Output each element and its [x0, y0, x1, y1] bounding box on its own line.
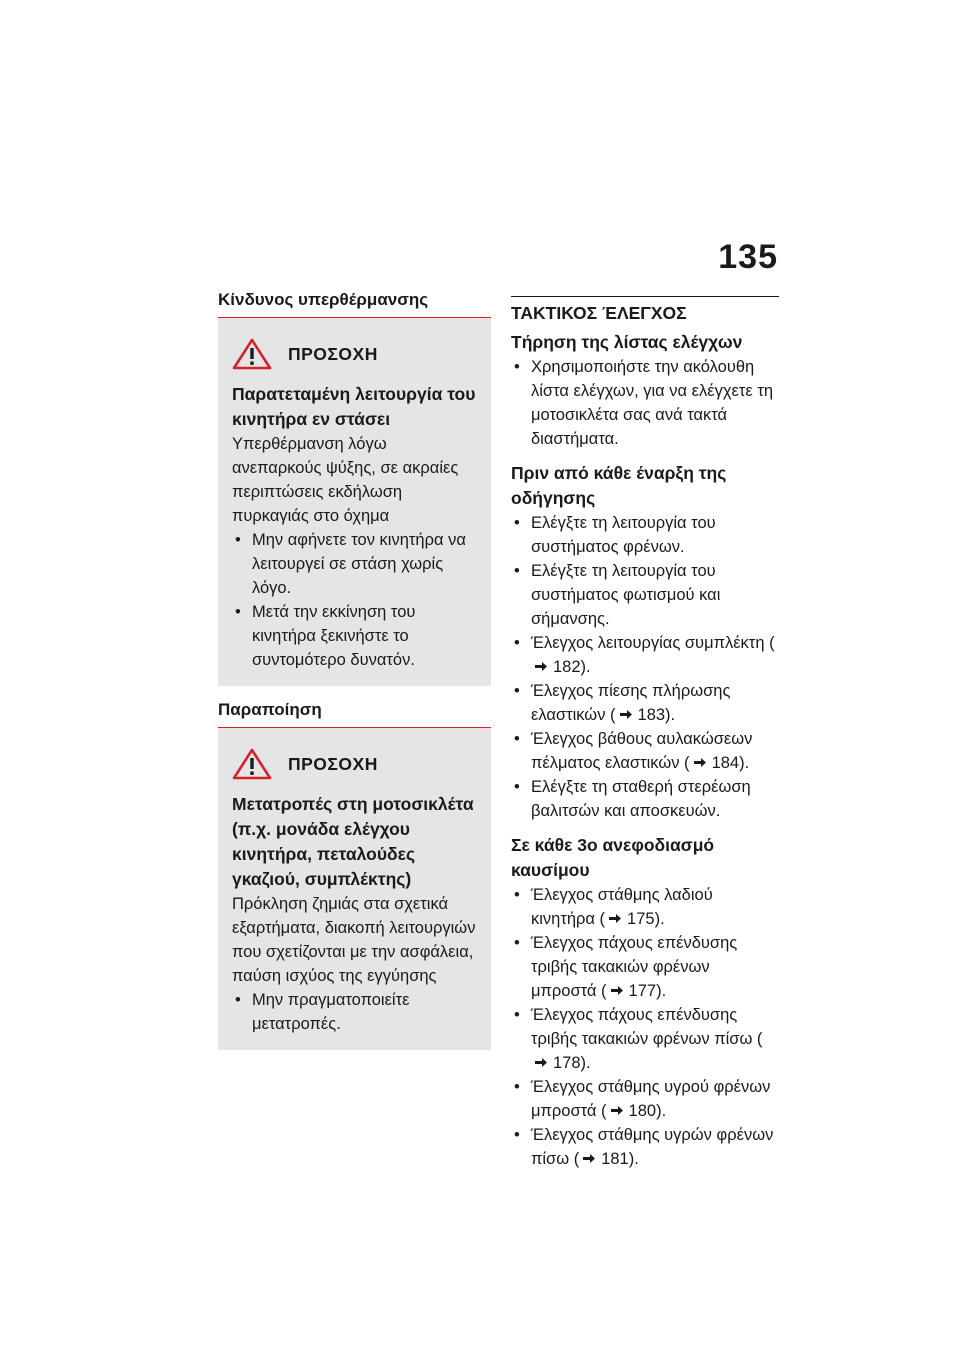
- checklist: [511, 511, 779, 823]
- checklist-block: [511, 330, 779, 451]
- arrow-right-icon: [611, 986, 623, 995]
- refuel-block: [511, 833, 779, 1171]
- page-reference[interactable]: 182).: [553, 658, 591, 676]
- page-reference[interactable]: 175).: [627, 910, 665, 928]
- list-item: [511, 511, 779, 559]
- arrow-right-icon: [535, 662, 547, 671]
- list-item: [511, 931, 779, 1003]
- item-text: Έλεγχος πίεσης πλήρωσης ελαστικών (: [531, 682, 731, 724]
- warning-text: Πρόκληση ζημιάς στα σχετικά εξαρτήματα, διακοπή λειτουργιών που σχετίζονται με την ασφάλεια, παύση ισχύος της εγγύησης: [232, 895, 476, 985]
- list-item: [511, 1075, 779, 1123]
- page-reference[interactable]: 183).: [637, 706, 676, 724]
- page-reference[interactable]: 180).: [628, 1102, 667, 1120]
- checklist: [511, 355, 779, 451]
- item-text: Ελέγξτε τη σταθερή στερέωση βαλιτσών και αποσκευών.: [531, 778, 751, 820]
- checklist: [511, 883, 779, 1171]
- warning-label: ΠΡΟΣΟΧΗ: [288, 753, 378, 774]
- warning-box: [218, 728, 491, 1050]
- item-text: Έλεγχος λειτουργίας συμπλέκτη (: [531, 634, 775, 652]
- list-item: [511, 631, 779, 679]
- overheat-section: [218, 290, 491, 686]
- warning-header: [232, 338, 477, 370]
- warning-box: [218, 318, 491, 686]
- arrow-right-icon: [583, 1154, 595, 1163]
- section-heading: Παραποίηση: [218, 700, 491, 728]
- tampering-section: [218, 700, 491, 1050]
- page-reference[interactable]: 184).: [711, 754, 750, 772]
- list-item: [511, 355, 779, 451]
- page-reference[interactable]: 178).: [553, 1054, 591, 1072]
- item-text: Έλεγχος βάθους αυλακώσεων πέλματος ελαστικών (: [531, 730, 753, 772]
- list-item: [511, 1003, 779, 1075]
- item-text: Έλεγχος πάχους επένδυσης τριβής τακακιών φρένων μπροστά (: [531, 934, 738, 1000]
- right-column: [511, 290, 779, 1181]
- warning-header: [232, 748, 477, 780]
- list-item: [511, 883, 779, 931]
- subsection-title: Σε κάθε 3ο ανεφοδιασμό καυσίμου: [511, 835, 715, 880]
- item-text: Έλεγχος πάχους επένδυσης τριβής τακακιών φρένων πίσω (: [531, 1006, 763, 1048]
- subsection-title: Τήρηση της λίστας ελέγχων: [511, 332, 743, 352]
- list-item: [511, 679, 779, 727]
- item-text: Έλεγχος στάθμης λαδιού κινητήρα (: [531, 886, 713, 928]
- arrow-right-icon: [535, 1058, 547, 1067]
- warning-bullets: [232, 528, 477, 672]
- warning-label: ΠΡΟΣΟΧΗ: [288, 343, 378, 364]
- list-item: • Μην αφήνετε τον κινητήρα να λειτουργεί σε στάση χωρίς λόγο.: [232, 528, 477, 600]
- section-title: ΤΑΚΤΙΚΟΣ ΈΛΕΓΧΟΣ: [511, 303, 687, 323]
- list-item: • Μην πραγματοποιείτε μετατροπές.: [232, 988, 477, 1036]
- before-ride-block: [511, 461, 779, 823]
- warning-bullets: [232, 988, 477, 1036]
- item-text: Έλεγχος στάθμης υγρών φρένων πίσω (: [531, 1126, 774, 1168]
- list-item: [511, 1123, 779, 1171]
- item-text: Έλεγχος στάθμης υγρού φρένων μπροστά (: [531, 1078, 771, 1120]
- item-text: Χρησιμοποιήστε την ακόλουθη λίστα ελέγχων, για να ελέγχετε τη μοτοσικλέτα σας ανά τακτά διαστήματα.: [531, 358, 774, 448]
- arrow-right-icon: [611, 1106, 623, 1115]
- section-heading: Κίνδυνος υπερθέρμανσης: [218, 290, 491, 318]
- list-item: [511, 559, 779, 631]
- arrow-right-icon: [694, 758, 706, 767]
- list-item: • Μετά την εκκίνηση του κινητήρα ξεκινήστε το συντομότερο δυνατόν.: [232, 600, 477, 672]
- warning-title: Παρατεταμένη λειτουργία του κινητήρα εν στάσει: [232, 384, 476, 429]
- warning-text: Υπερθέρμανση λόγω ανεπαρκούς ψύξης, σε ακραίες περιπτώσεις εκδήλωση πυρκαγιάς στο όχημα: [232, 435, 459, 525]
- warning-triangle-icon: [232, 748, 272, 780]
- list-item: [511, 775, 779, 823]
- item-text: Ελέγξτε τη λειτουργία του συστήματος φρένων.: [531, 514, 716, 556]
- arrow-right-icon: [620, 710, 632, 719]
- page-number: 135: [718, 238, 778, 276]
- subsection-title: Πριν από κάθε έναρξη της οδήγησης: [511, 463, 727, 508]
- page-reference[interactable]: 177).: [628, 982, 667, 1000]
- left-column: [218, 290, 491, 1050]
- arrow-right-icon: [609, 914, 621, 923]
- page-reference[interactable]: 181).: [601, 1150, 639, 1168]
- list-item: [511, 727, 779, 775]
- warning-title: Μετατροπές στη μοτοσικλέτα (π.χ. μονάδα ελέγχου κινητήρα, πεταλούδες γκαζιού, συμπλέκτης): [232, 794, 474, 889]
- warning-triangle-icon: [232, 338, 272, 370]
- item-text: Ελέγξτε τη λειτουργία του συστήματος φωτισμού και σήμανσης.: [531, 562, 721, 628]
